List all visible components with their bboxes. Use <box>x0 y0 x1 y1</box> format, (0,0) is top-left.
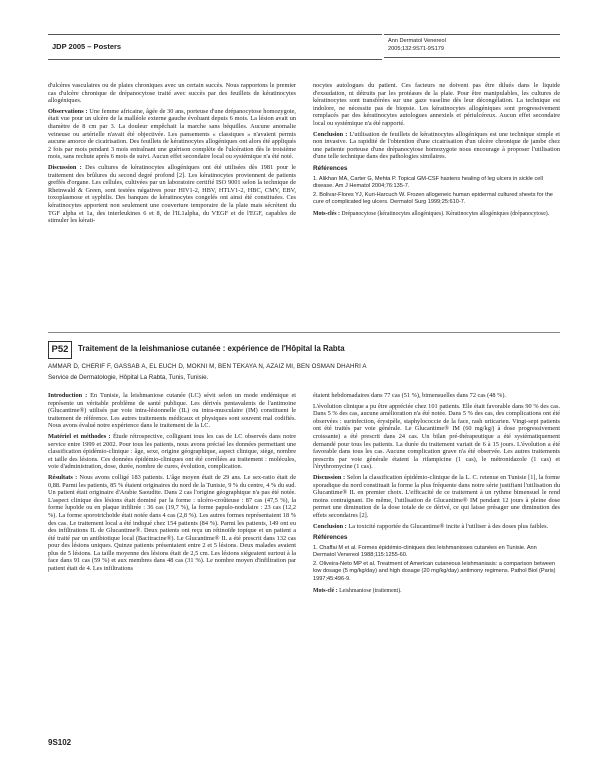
page-header <box>48 34 560 66</box>
journal-section-title: JDP 2005 – Posters <box>48 34 382 60</box>
references-heading: Références <box>313 164 348 172</box>
paragraph: L'évolution clinique a pu être appréciée chez 101 patients. Elle était favorable dans 90 % des cas. Dans 5 % des cas, aucune amélioration n'a été notée. Dans 5 % des cas, des complications ont été observées : surinfection, érysipèle, staphylococcie de la face, rash urticarien. Vingt-sept patients ont été traités par voie générale. Le Glucantime® IM (60 mg/kg/j à dose progressivement croissante) a été prescrit dans 24 cas. Un bilan pré-thérapeutique a été systématiquement demandé pour tous les patients. La durée du traitement variait de 6 à 15 jours. L'évolution a été favorable dans tous les cas. Aucune complication grave n'a été observée. Les autres traitements prescrits par voie générale étaient la rifampicine (1 cas), le métronidazole (1 cas) et l'érythromycine (1 cas). <box>313 402 560 471</box>
citation-box <box>384 34 560 58</box>
paragraph: d'ulcères vasculaires ou de plaies chroniques avec un certain succès. Nous rapportons le premier cas d'ulcère chronique de drépanocytose traité avec succès par des feuillets de kératinocytes allogéniques. <box>48 82 296 105</box>
poster-number: P52 <box>48 341 72 359</box>
paragraph: Conclusion : La toxicité rapportée du Glucantime® incite à l'utiliser à des doses plus faibles. <box>313 522 549 530</box>
paragraph: Résultats : Nous avons colligé 183 patients. L'âge moyen était de 29 ans. Le sex-ratio était de 0,88. Parmi les patients, 85 % étaient originaires du nord de la Tunisie, 9 % du centre, 4 % du sud. Un patient était originaire d'Arabie Saoudite. Dans 2 cas l'origine géographique n'a pas été notée. L'aspect clinique des lésions était dominé par la forme : ulcéro-croûteuse : 87 cas (47,5 %), la forme lupoïde ou en plaque infiltrée : 36 cas (19,7 %), la forme papulo-nodulaire : 23 cas (12,2 %). La forme sporotrichoïde était notée dans 4 cas (2,8 %). Les autres formes représentaient 18 % des cas. Le traitement local a été indiqué chez 154 patients (84 %). Parmi les patients, 149 ont eu des infiltrations IL de Glucantime®. Deux patients ont reçu un rétinoïde topique et un patient a été traité par un antibiotique local (Bacitracine®). Le Glucantime® IL a été prescrit dans 132 cas pour des lésions uniques. Quinze patients présentaient entre 2 et 5 lésions. Deux malades avaient plus de 5 lésions. La taille moyenne des lésions était de 2,5 cm. Les lésions siégeaient surtout à la face dans 91 cas (59 %) et aux membres dans 48 cas (31 %). Le nombre moyen d'infiltration par patient était de 4. Les infiltrations <box>48 473 296 573</box>
upper-left-column <box>48 82 296 228</box>
paragraph: Introduction : En Tunisie, la leishmaniose cutanée (LC) sévit selon un mode endémique et représente un véritable problème de santé publique. Les dérivés pentavalents de l'antimoine (Glucantime®) utilisés par voie intra-lésionnelle (IL) ou intra-musculaire (IM) constituent le traitement de référence. Les autres traitements médicaux et physiques sont souvent mal codifiés. Nous avons évalué notre expérience dans le traitement de la LC. <box>48 392 296 430</box>
citation-volume: 2005;132:9S71-9S179 <box>388 45 444 52</box>
paragraph: nocytes autologues du patient. Ces facteurs ne doivent pas être dilués dans le liquide d'exsudation, ni détruits par les protéases de la plaie. Pour être manipulables, les cultures de kératinocytes sont transférées sur une gaze vaseline dès leur décongélation. La technique est indolore, ne nécessite pas de biopsie. Les kératinocytes allogéniques sont progressivement remplacés par des kératinocytes autologues annexiels et périulcéreux. Aucun effet secondaire local ou systémique n'a été rapporté. <box>313 82 560 127</box>
article-left-column <box>48 392 296 576</box>
paragraph: Conclusion : L'utilisation de feuillets de kératinocytes allogéniques est une technique simple et non invasive. La rapidité de l'obtention d'une cicatrisation d'un ulcère chronique de jambe chez une patiente porteuse d'une drépanocytose homozygote nous encourage à proposer l'utilisation d'une telle technique dans des pathologies similaires. <box>313 130 560 161</box>
affiliation: Service de Dermatologie, Hôpital La Rabta, Tunis, Tunisie. <box>48 374 209 381</box>
reference-item: 2. Bolivar-Flores YJ, Kuri-Harcuch W. Frozen allogeneic human epidermal cultured sheets for the cure of complicated leg ulcers. Dermatol Surg 1999;25:610-7. <box>313 191 553 206</box>
article-right-column <box>313 392 560 598</box>
paragraph: étaient hebdomadaires dans 77 cas (51 %), bimensuelles dans 72 cas (48 %). <box>313 392 507 399</box>
keywords: Mots-clé : Leishmaniose (traitement). <box>313 587 402 594</box>
citation-journal: Ann Dermatol Venereol <box>388 38 446 44</box>
article-title: Traitement de la leishmaniose cutanée : expérience de l'Hôpital la Rabta <box>78 344 345 353</box>
keywords: Mots-clés : Drépanocytose (kératinocytes allogéniques). Kératinocytes allogéniques (drépanocytose). <box>313 211 550 218</box>
paragraph: Observations : Une femme africaine, âgée de 30 ans, porteuse d'une drépanocytose homozygote, était vue pour un ulcère de la malléole externe gauche évoluant depuis 6 mois. La lésion avait un diamètre de 8 cm par 3. La douleur empêchait la marche sans béquilles. Aucune anomalie veineuse ou artérielle n'avait été objectivée. Les pansements « classiques » n'avaient permis aucune amorce de cicatrisation. Des feuillets de kératinocytes allogéniques ont alors été appliqués 2 fois par mois pendant 3 mois entraînant une guérison complète de l'ulcération dès le troisième mois, sans rechute après 6 mois de suivi. Aucun effet secondaire local ou systémique n'a été noté. <box>48 107 296 161</box>
paragraph: Discussion : Des cultures de kératinocytes allogéniques ont été utilisées dès 1981 pour le traitement des brûlures du second degré profond [2]. Les kératinocytes proviennent de patients greffés d'organe. Les cellules, cultivées par un laboratoire certifié ISO 9001 selon la technique de Rheinwald & Green, sont testées négatives pour HIV1-2, HBV, HTLV1-2, HBC, CMV, EBV, toxoplasmose et syphilis. Des banques de kératinocytes congelés ont ainsi été constituées. Ces kératinocytes apportent non seulement une couverture temporaire de la plaie mais sécrètent du TGF alpha et 1a, des interleukines 6 et 8, de l'IL1alpha, du VEGF et de l'EGF, capables de stimuler les kérati- <box>48 163 296 225</box>
page-number: 9S102 <box>48 738 72 747</box>
upper-right-column <box>313 82 560 221</box>
section-divider <box>48 332 560 333</box>
reference-item: 1. Alikhan MA, Carter G, Mehta P. Topical GM-CSF hastens healing of leg ulcers in sickle cell disease. Am J Hematol 2004;76:135-7. <box>313 175 543 189</box>
author-list: AMMAR D, CHERIF F, GASSAB A, EL EUCH D, MOKNI M, BEN TEKAYA N, AZAIZ MI, BEN OSMAN DHAHRI A <box>48 363 367 370</box>
references-heading: Références <box>313 534 348 542</box>
paragraph: Matériel et méthodes : Étude rétrospective, colligeant tous les cas de LC observés dans notre service entre 1999 et 2002. Pour tous les patients, nous avons précisé les données permettant une classification épidémio-clinique : âge, sexe, origine géographique, aspect clinique, siège, nombre et taille des lésions. Ces données épidémio-cliniques ont été corrélées au traitement : molécules, voie d'administration, dose, durée, nombre de cures, évolution, complication. <box>48 432 296 471</box>
reference-item: 2. Oliveira-Neto MP et al. Treatment of American cutaneous leishmaniasis: a comparison between low dosage (5 mg/kg/day) and high dosage (20 mg/kg/day) antimony regimens. Pathol Biol (Paris) 1997;45:496-9. <box>313 561 556 582</box>
reference-item: 1. Chaffai M et al. Formes épidémio-cliniques des leishmanioses cutanées en Tunisie. Ann Dermatol Venereol 1988;115:1255-60. <box>313 544 537 558</box>
paragraph: Discussion : Selon la classification épidémio-clinique de la L. C. retenue en Tunisie [1], la forme sporadique du nord constituait la forme la plus fréquente dans notre série justifiant l'utilisation du Glucantime® IL en premier choix. L'efficacité de ce traitement à un rythme bimensuel le rend moins contraignant. De même, l'utilisation de Glucantime® IM pendant 12 jours à pleine dose permet une diminution de la dose totale de ce dérivé, ce qui laisse présager une diminution des effets secondaires [2]. <box>313 473 560 519</box>
